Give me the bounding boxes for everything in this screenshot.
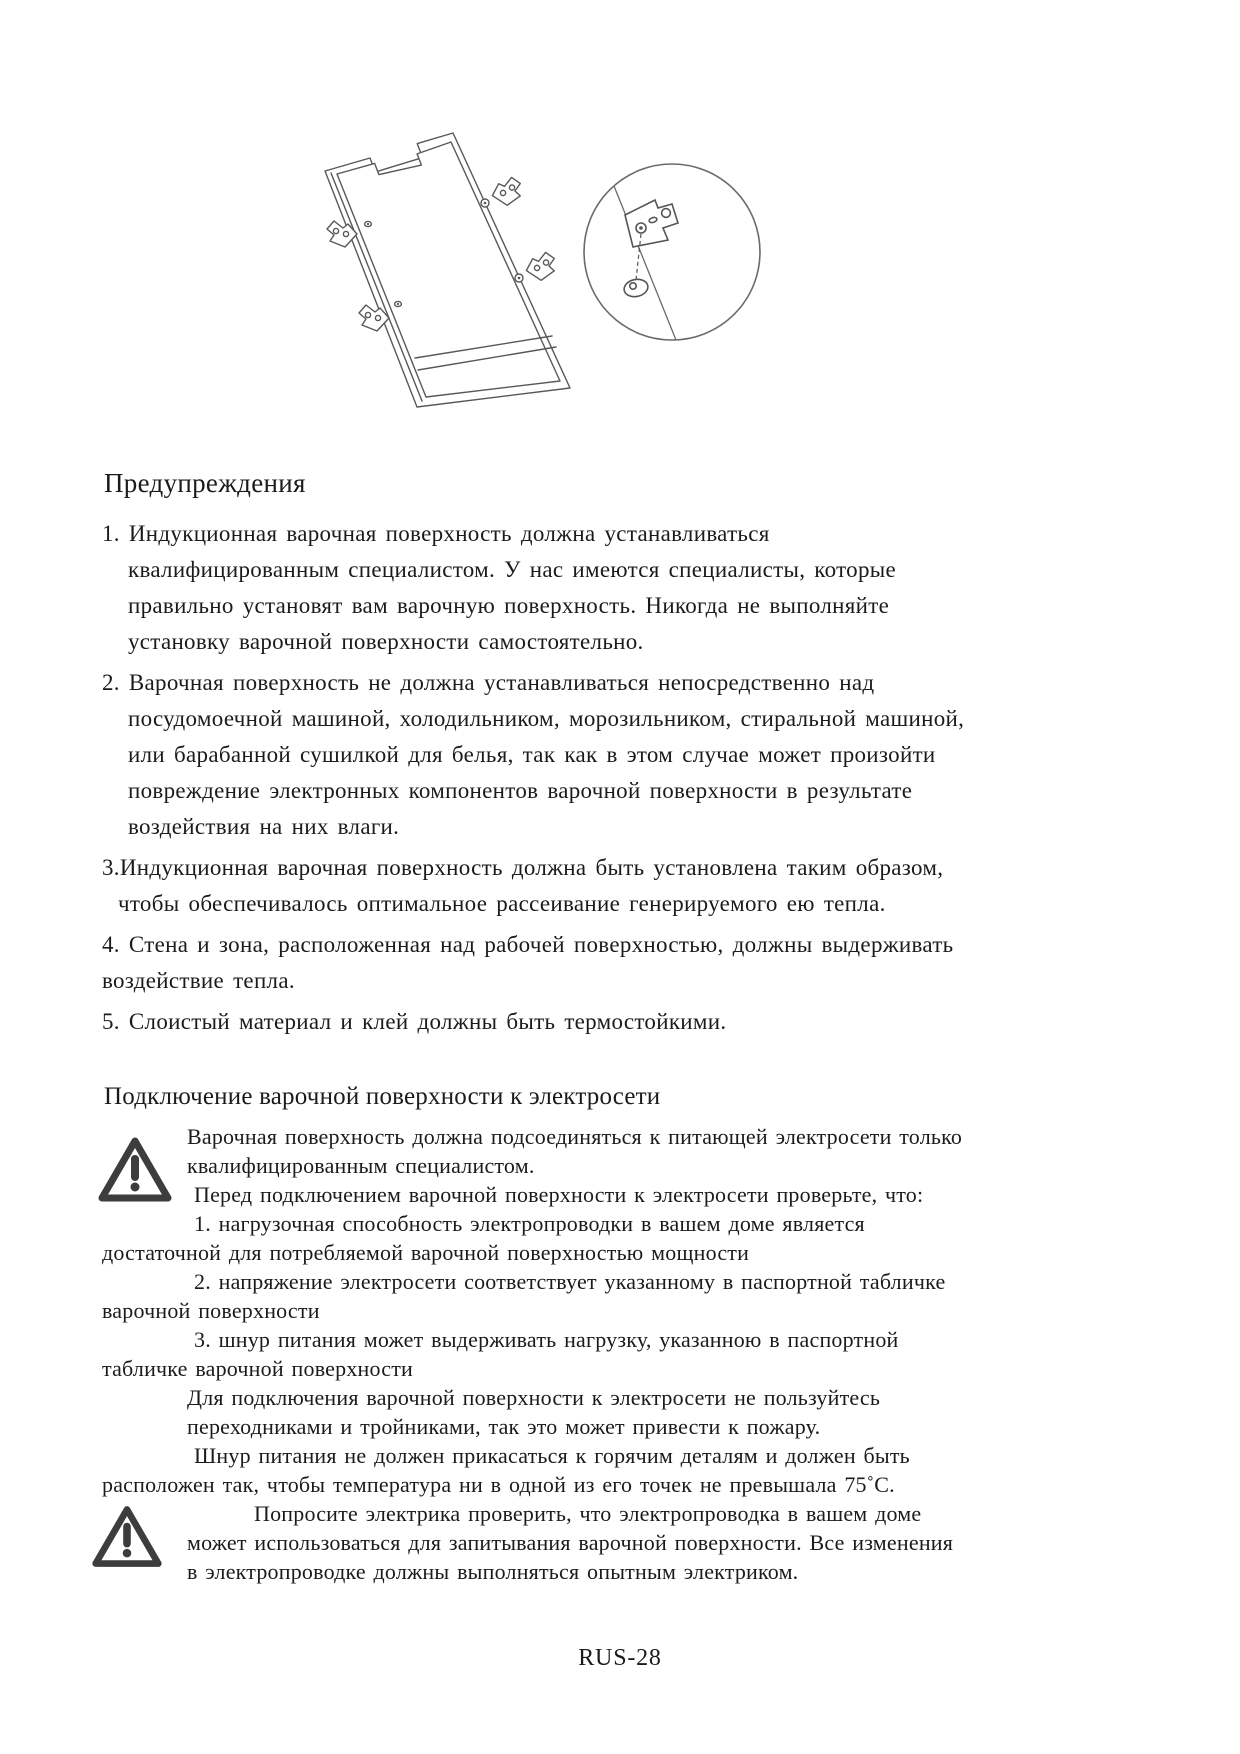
- warning-triangle-icon: [96, 1134, 174, 1206]
- text-line: воздействия на них влаги.: [128, 814, 400, 839]
- text-line: посудомоечной машиной, холодильником, морозильником, стиральной машиной,: [128, 706, 965, 731]
- text-line: повреждение электронных компонентов варочной поверхности в результате: [128, 778, 913, 803]
- text-line: чтобы обеспечивалось оптимальное рассеивание генерируемого ею тепла.: [118, 891, 886, 916]
- warning-triangle-icon: [90, 1500, 164, 1574]
- text-line: воздействие тепла.: [102, 968, 295, 993]
- connection-text: [102, 1122, 1192, 1586]
- text-line: Перед подключением варочной поверхности к электросети проверьте, что:: [194, 1182, 924, 1207]
- text-line: квалифицированным специалистом. У нас имеются специалисты, которые: [128, 557, 897, 582]
- warnings-list: [102, 516, 1182, 1040]
- page-number: RUS-28: [578, 1645, 662, 1671]
- text-line: установку варочной поверхности самостоятельно.: [128, 629, 644, 654]
- text-line: 4. Стена и зона, расположенная над рабочей поверхностью, должны выдерживать: [102, 932, 954, 957]
- mounting-bracket: [523, 251, 558, 283]
- text-line: достаточной для потребляемой варочной поверхностью мощности: [102, 1240, 750, 1265]
- text-line: 3.Индукционная варочная поверхность должна быть установлена таким образом,: [102, 855, 944, 880]
- connection-heading: Подключение варочной поверхности к электросети: [104, 1083, 661, 1110]
- text-line: Варочная поверхность должна подсоединяться к питающей электросети только: [187, 1124, 963, 1149]
- text-line: расположен так, чтобы температура ни в одной из его точек не превышала 75˚С.: [102, 1472, 895, 1497]
- cooktop-brackets-drawing: [265, 100, 775, 430]
- text-line: может использоваться для запитывания варочной поверхности. Все изменения: [187, 1530, 954, 1555]
- warning-item-1: [102, 516, 1182, 660]
- mounting-bracket: [489, 176, 524, 208]
- text-line: 3. шнур питания может выдерживать нагрузку, указанною в паспортной: [194, 1327, 899, 1352]
- text-line: 2. напряжение электросети соответствует указанному в паспортной табличке: [194, 1269, 946, 1294]
- text-line: табличке варочной поверхности: [102, 1356, 413, 1381]
- warning-item-2: [102, 665, 1182, 845]
- text-line: или барабанной сушилкой для белья, так как в этом случае может произойти: [128, 742, 936, 767]
- text-line: 1. Индукционная варочная поверхность должна устанавливаться: [102, 521, 770, 546]
- text-line: переходниками и тройниками, так это может привести к пожару.: [187, 1414, 821, 1439]
- text-line: 5. Слоистый материал и клей должны быть термостойкими.: [102, 1009, 727, 1034]
- text-line: 1. нагрузочная способность электропроводки в вашем доме является: [194, 1211, 865, 1236]
- warning-item-3: [102, 850, 1182, 922]
- text-line: Для подключения варочной поверхности к электросети не пользуйтесь: [187, 1385, 881, 1410]
- text-line: Шнур питания не должен прикасаться к горячим деталям и должен быть: [194, 1443, 910, 1468]
- text-line: Попросите электрика проверить, что электропроводка в вашем доме: [254, 1501, 922, 1526]
- warning-item-4: [102, 927, 1182, 999]
- text-line: варочной поверхности: [102, 1298, 320, 1323]
- text-line: квалифицированным специалистом.: [187, 1153, 535, 1178]
- text-line: 2. Варочная поверхность не должна устанавливаться непосредственно над: [102, 670, 875, 695]
- detail-callout-circle: [584, 164, 760, 340]
- installation-figure: [265, 100, 775, 430]
- warnings-heading: Предупреждения: [104, 468, 306, 498]
- warning-item-5: [102, 1004, 1182, 1040]
- text-line: правильно установят вам варочную поверхность. Никогда не выполняйте: [128, 593, 890, 618]
- text-line: в электропроводке должны выполняться опытным электриком.: [187, 1559, 799, 1584]
